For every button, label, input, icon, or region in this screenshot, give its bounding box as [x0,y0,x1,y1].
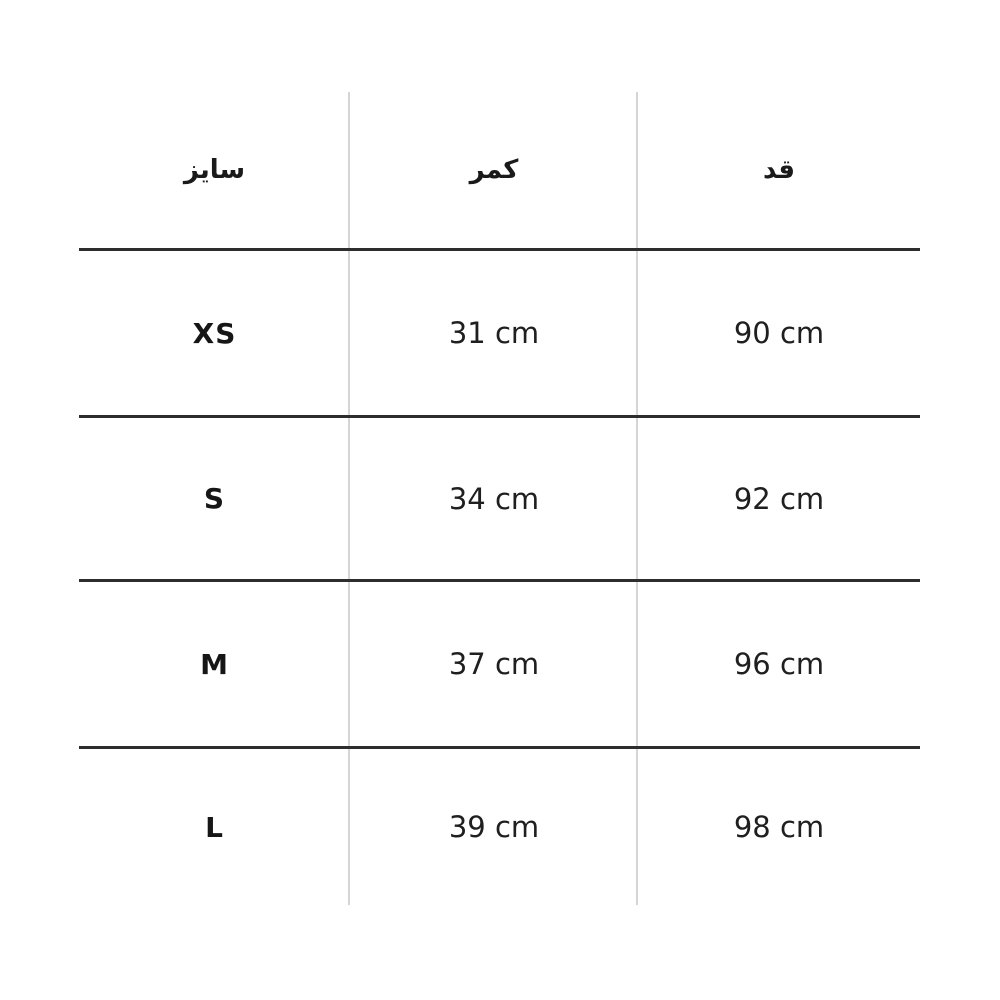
size-chart-table [79,92,920,905]
table-rows [79,92,920,905]
size-cell: M [200,647,229,681]
waist-cell: 37 cm [448,647,540,681]
header-height: قد [762,155,796,185]
size-cell: S [203,482,226,515]
table-header-row [79,92,920,251]
table-row [79,749,920,905]
size-cell: L [205,810,224,844]
table-row [79,418,920,582]
table-row [79,251,920,418]
waist-cell: 39 cm [448,810,540,844]
height-cell: 96 cm [733,647,825,681]
waist-cell: 31 cm [448,316,540,350]
height-cell: 90 cm [733,316,825,350]
height-cell: 92 cm [733,481,825,516]
header-size: سایز [183,155,246,185]
size-cell: XS [192,316,237,350]
waist-cell: 34 cm [448,481,540,516]
table-row [79,582,920,749]
height-cell: 98 cm [733,810,825,844]
header-waist: کمر [469,155,519,185]
